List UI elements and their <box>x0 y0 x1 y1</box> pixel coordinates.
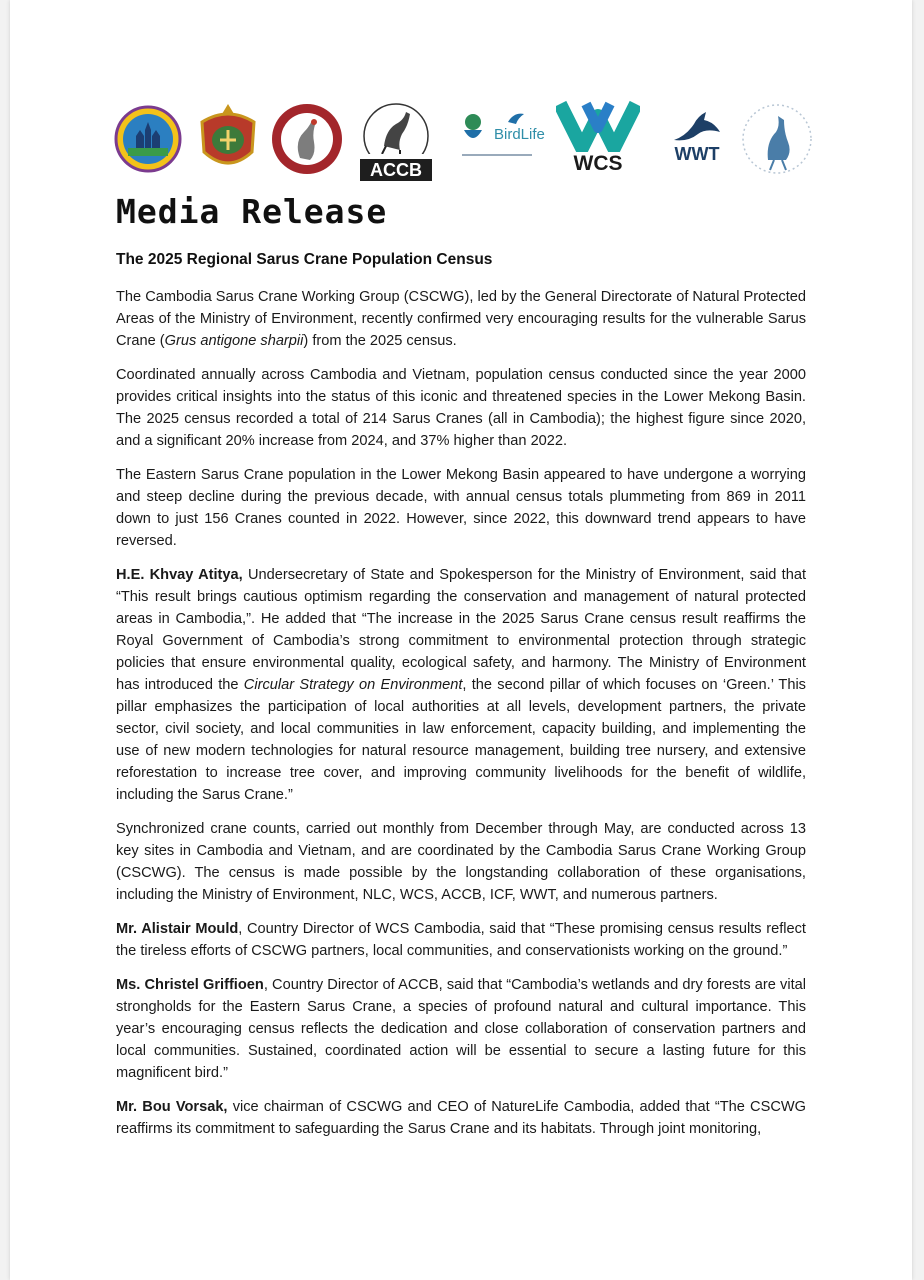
birdlife-icon <box>506 110 526 126</box>
wwt-logo <box>662 110 732 170</box>
accb-bird-icon <box>360 102 432 154</box>
paragraph-quote-khvay-atitya: H.E. Khvay Atitya, Undersecretary of State and Spokesperson for the Ministry of Environment, said that “This result brings cautious optimism regarding the conservation and management of natural protected areas in Cambodia,”. He added that “The increase in the 2025 Sarus Crane census result reaffirms the Royal Government of Cambodia’s strong commitment to environmental protection through strategic policies that ensure environmental quality, ecological safety, and harmony. The Ministry of Environment has introduced the Circular Strategy on Environment, the second pillar of which focuses on ‘Green.’ This pillar emphasizes the participation of local authorities at all levels, development partners, the private sector, civil society, and local communities in law enforcement, capacity building, and implementing the use of new modern technologies for natural resource management, building tree nursery, and extensive reforestation to increase tree cover, and improving community livelihoods for the benefit of wildlife, including the Sarus Crane.” <box>116 567 806 803</box>
paragraph-census-results: Coordinated annually across Cambodia and Vietnam, population census conducted since the year 2000 provides critical insights into the status of this iconic and threatened species in the Lower Mekong Basin. The 2025 census recorded a total of 214 Sarus Cranes (all in Cambodia); the highest figure since 2020, and a significant 20% increase from 2024, and 37% higher than 2022. <box>116 367 806 449</box>
paragraph-population-decline: The Eastern Sarus Crane population in the Lower Mekong Basin appeared to have undergone a worrying and steep decline during the previous decade, with annual census totals plummeting from 869 in 2011 down to just 156 Cranes counted in 2022. However, since 2022, this downward trend appears to have reversed. <box>116 467 806 549</box>
wcs-logo <box>556 100 640 176</box>
accb-logo-text: ACCB <box>360 159 432 181</box>
document-body <box>116 286 806 1152</box>
birdlife-logo-text: BirdLife <box>494 126 545 143</box>
speaker-name: Ms. Christel Griffioen <box>116 977 264 993</box>
cscwg-crane-icon <box>270 102 344 176</box>
paragraph-synchronized-counts: Synchronized crane counts, carried out monthly from December through May, are conducted across 13 key sites in Cambodia and Vietnam, and are coordinated by the Cambodia Sarus Crane Working Group (CSCWG). The census is made possible by the longstanding collaboration of these organisations, including the Ministry of Environment, NLC, WCS, ACCB, ICF, WWT, and numerous partners. <box>116 821 806 903</box>
paragraph-quote-alistair-mould: Mr. Alistair Mould, Country Director of WCS Cambodia, said that “These promising census results reflect the tireless efforts of CSCWG partners, local communities, and conservationists working on the ground.” <box>116 921 806 959</box>
wwt-logo-text: WWT <box>674 144 720 164</box>
paragraph-quote-bou-vorsak: Mr. Bou Vorsak, vice chairman of CSCWG and CEO of NatureLife Cambodia, added that “The CSCWG reaffirms its commitment to safeguarding the Sarus Crane and its habitats. Through joint monitoring, <box>116 1099 806 1137</box>
strategy-name: Circular Strategy on Environment <box>243 677 463 693</box>
document-page <box>10 0 912 1280</box>
accb-logo <box>360 102 432 180</box>
species-name: Grus antigone sharpii <box>164 333 304 349</box>
wwt-bird-icon <box>670 110 722 146</box>
speaker-name: Mr. Alistair Mould <box>116 921 239 937</box>
naturelife-leaf-icon <box>458 112 488 146</box>
speaker-name: Mr. Bou Vorsak, <box>116 1099 228 1115</box>
paragraph-quote-christel-griffioen: Ms. Christel Griffioen, Country Director of ACCB, said that “Cambodia’s wetlands and dry forests are vital strongholds for the Eastern Sarus Crane, a species of profound natural and cultural importance. This year’s encouraging census reflects the dedication and close collaboration of conservation partners and local communities. Sustained, coordinated action will be essential to secure a lasting future for this magnificent bird.” <box>116 977 807 1081</box>
speaker-name: H.E. Khvay Atitya, <box>116 567 243 583</box>
icf-crane-icon <box>740 102 814 176</box>
birdlife-logo <box>454 110 545 168</box>
document-title: Media Release <box>116 192 388 231</box>
angkor-emblem-icon <box>114 104 182 174</box>
paragraph-intro: The Cambodia Sarus Crane Working Group (CSCWG), led by the General Directorate of Natural Protected Areas of the Ministry of Environment, recently confirmed very encouraging results for the vulnerable Sarus Crane (Grus antigone sharpii) from the 2025 census. <box>116 289 806 349</box>
wcs-w-icon <box>556 100 640 152</box>
wcs-logo-text: WCS <box>573 152 623 175</box>
document-subtitle: The 2025 Regional Sarus Crane Population Census <box>116 251 493 268</box>
partner-logo-strip <box>10 96 912 180</box>
royal-crest-icon <box>192 100 264 176</box>
